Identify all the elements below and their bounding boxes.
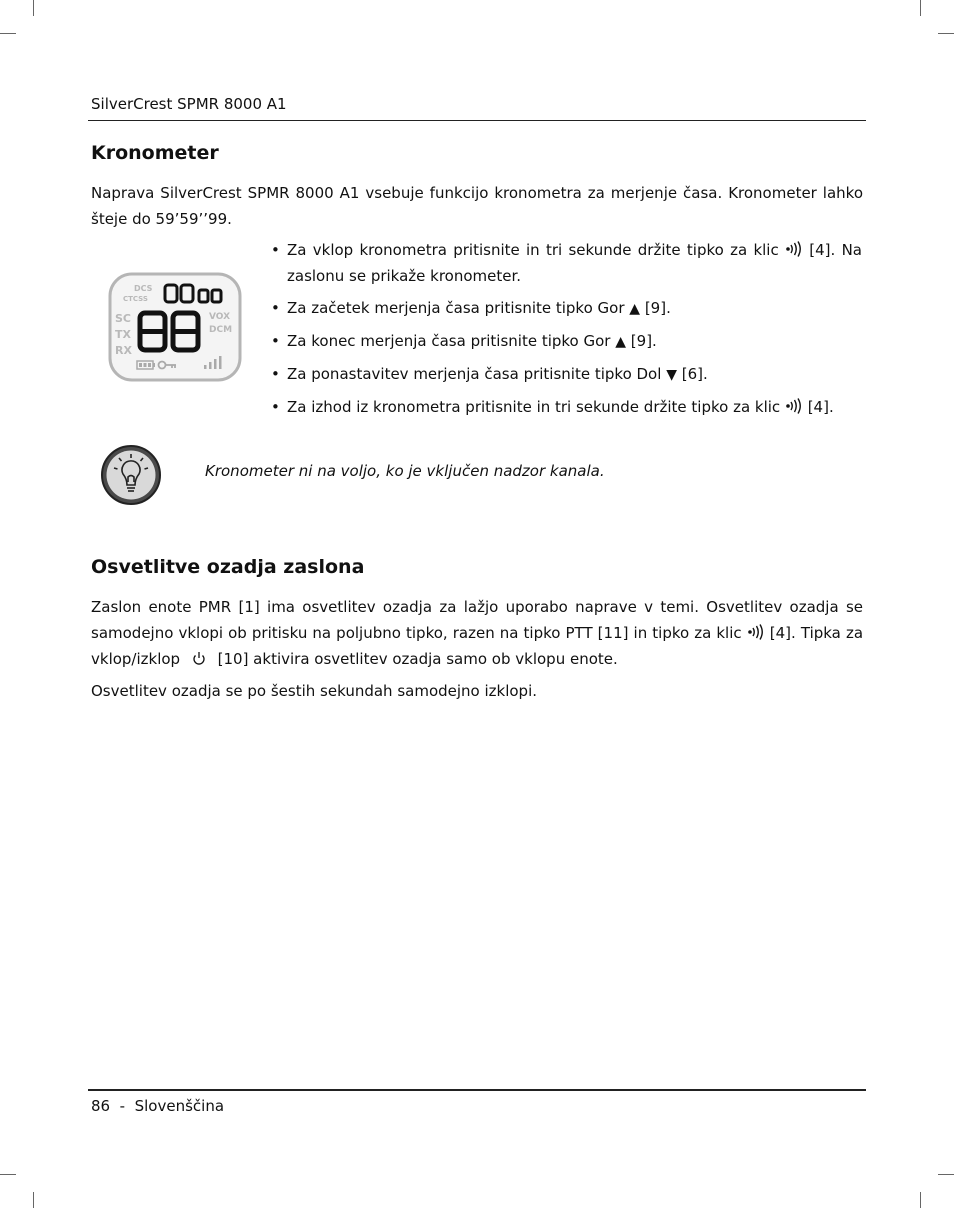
power-icon	[191, 650, 207, 666]
list-item	[270, 361, 862, 388]
up-triangle-icon: ▲	[629, 301, 641, 317]
call-icon	[747, 624, 765, 640]
list-item	[270, 328, 862, 355]
bullet-text: [4]. Na zaslonu se prikaže kronometer.	[287, 241, 862, 285]
kronometer-intro: Naprava SilverCrest SPMR 8000 A1 vsebuje funkcijo kronometra za merjenje časa. Kronometer lahko šteje do 59’59’’99.	[91, 184, 863, 228]
lcd-label-rx: RX	[115, 344, 132, 357]
crop-mark	[0, 1174, 16, 1175]
down-triangle-icon: ▼	[666, 367, 677, 383]
header-title: SilverCrest SPMR 8000 A1	[91, 95, 287, 113]
paragraph-text: Zaslon enote PMR [1] ima osvetlitev ozadja za lažjo uporabo naprave v temi. Osvetlitev ozadja se samodejno vklopi ob pritisku na poljubno tipko, razen na tipko PTT [11] in tipko za klic	[91, 598, 863, 642]
up-triangle-icon: ▲	[615, 334, 627, 350]
crop-mark	[33, 0, 34, 16]
bullet-text: Za konec merjenja časa pritisnite tipko Gor	[287, 332, 616, 350]
bullet-text: [4].	[802, 398, 834, 416]
section-heading-backlight: Osvetlitve ozadja zaslona	[91, 556, 365, 578]
lcd-label-dcm: DCM	[209, 325, 233, 335]
footer-language: Slovenščina	[134, 1097, 225, 1115]
lcd-label-vox: VOX	[209, 312, 231, 322]
header-divider	[88, 120, 866, 121]
note-text: Kronometer ni na voljo, ko je vključen nadzor kanala.	[205, 462, 605, 480]
paragraph-text: [10] aktivira osvetlitev ozadja samo ob vklopu enote.	[212, 650, 618, 668]
footer-divider	[88, 1089, 866, 1091]
backlight-paragraph-1	[91, 594, 863, 672]
crop-mark	[920, 0, 921, 16]
bullet-text: Za vklop kronometra pritisnite in tri sekunde držite tipko za klic	[287, 241, 785, 259]
lcd-display-illustration	[108, 272, 242, 382]
call-icon	[785, 398, 803, 414]
list-item	[270, 394, 862, 420]
crop-mark	[0, 33, 16, 34]
lcd-label-sc: SC	[115, 312, 131, 325]
call-icon	[785, 241, 803, 257]
footer	[91, 1097, 224, 1115]
bullet-text: Za začetek merjenja časa pritisnite tipko Gor	[287, 299, 630, 317]
crop-mark	[938, 33, 954, 34]
bullet-text: Za izhod iz kronometra pritisnite in tri sekunde držite tipko za klic	[287, 398, 785, 416]
bullet-text: [9].	[626, 332, 657, 350]
lcd-label-tx: TX	[115, 328, 131, 341]
crop-mark	[938, 1174, 954, 1175]
bullet-text: [9].	[640, 299, 671, 317]
list-item	[270, 295, 862, 322]
section-heading-kronometer: Kronometer	[91, 142, 219, 164]
lcd-label-dcs: DCS	[134, 284, 153, 293]
list-item	[270, 237, 862, 289]
crop-mark	[920, 1192, 921, 1208]
bullet-text: Za ponastavitev merjenja časa pritisnite tipko Dol	[287, 365, 667, 383]
bullet-text: [6].	[676, 365, 708, 383]
page-number: 86	[91, 1097, 111, 1115]
backlight-paragraph-2: Osvetlitev ozadja se po šestih sekundah samodejno izklopi.	[91, 682, 538, 700]
footer-separator: -	[119, 1097, 126, 1115]
crop-mark	[33, 1192, 34, 1208]
kronometer-steps-list	[270, 237, 862, 426]
lightbulb-icon	[100, 444, 162, 506]
lcd-label-ctcss: CTCSS	[123, 295, 148, 303]
paragraph-text: [4]. Tipka za vklop/izklop	[91, 624, 864, 668]
